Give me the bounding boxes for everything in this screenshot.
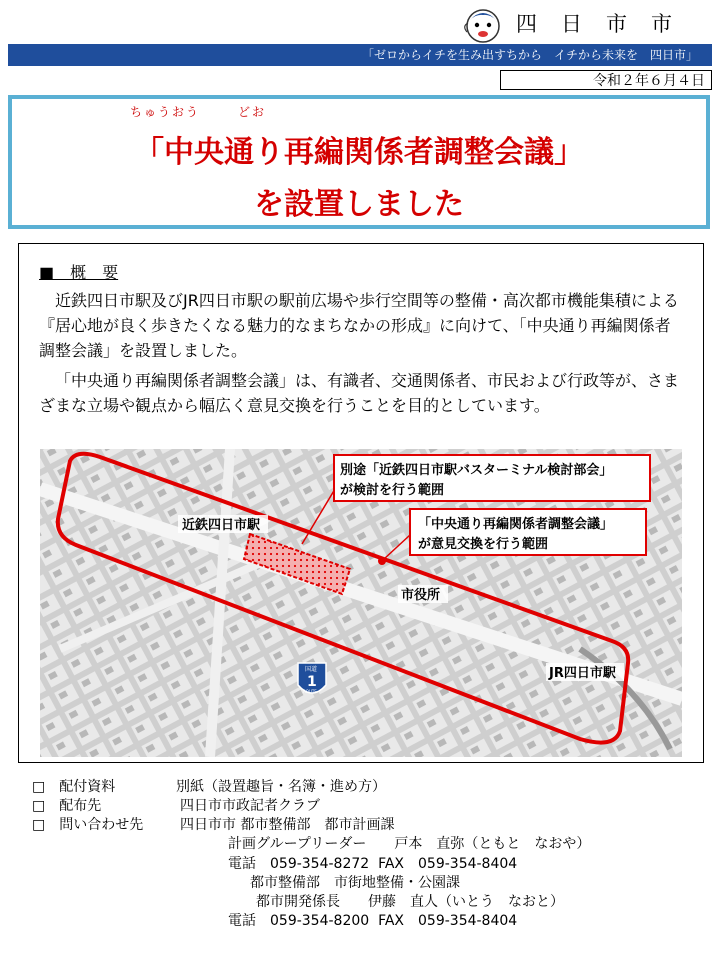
route-1-sign-icon [298, 663, 326, 694]
map-svg [40, 449, 682, 757]
footer-item3-label: □ 問い合わせ先 [32, 817, 144, 833]
contact2-department: 都市整備部 市街地整備・公園課 [250, 875, 460, 891]
svg-text:ROUTE: ROUTE [303, 689, 317, 694]
city-name: 四日市市 [516, 12, 696, 36]
label-city-hall: 市役所 [401, 588, 441, 603]
release-date: 令和２年６月４日 [500, 70, 712, 90]
contact2-role: 都市開発係長 伊藤 直人（いとう なおと） [256, 894, 564, 910]
label-jr-station: JR四日市駅 [549, 666, 616, 681]
footer-item1-value: 別紙（設置趣旨・名簿・進め方） [176, 779, 386, 795]
footer-item1-label: □ 配付資料 [32, 779, 116, 795]
footer-item3-value: 四日市市 都市整備部 都市計画課 [180, 817, 395, 833]
overview-paragraph-2: 「中央通り再編関係者調整会議」は、有識者、交通関係者、市民および行政等が、さまざまな立場や観点から幅広く意見交換を行うことを目的としています。 [39, 371, 680, 415]
slogan-bar [8, 44, 712, 66]
footer-item2-value: 四日市市政記者クラブ [180, 798, 320, 814]
ruby-doori: どお [238, 105, 267, 119]
label-kintetsu-station: 近鉄四日市駅 [182, 518, 261, 533]
overview-paragraph-1: 近鉄四日市駅及びJR四日市駅の駅前広場や歩行空間等の整備・高次都市機能集積による『居心地が良く歩きたくなる魅力的なまちなかの形成』に向けて、「中央通り再編関係者調整会議」を設置しました。 [39, 291, 679, 360]
title-box [8, 95, 710, 229]
contact1-phone: 電話 059-354-8272 FAX 059-354-8404 [228, 856, 518, 872]
meeting-callout-line-2: が意見交換を行う範囲 [418, 537, 549, 552]
svg-text:国道: 国道 [305, 666, 318, 673]
bus-callout-line-2: が検討を行う範囲 [340, 483, 445, 498]
footer-item2-label: □ 配布先 [32, 798, 102, 814]
title-line-1: 「中央通り再編関係者調整会議」 [134, 135, 584, 170]
title-line-2: を設置しました [254, 187, 464, 222]
area-map [40, 449, 682, 757]
slogan-text: 「ゼロからイチを生み出すちから イチから未来を 四日市」 [361, 48, 698, 62]
svg-text:1: 1 [307, 674, 317, 690]
contact2-phone: 電話 059-354-8200 FAX 059-354-8404 [228, 913, 518, 929]
meeting-callout-line-1: 「中央通り再編関係者調整会議」 [418, 517, 614, 532]
overview-heading: ■ 概 要 [39, 263, 119, 282]
city-mascot-logo [462, 4, 504, 46]
bus-callout-line-1: 別途「近鉄四日市駅バスターミナル検討部会」 [340, 463, 613, 478]
ruby-chuou: ちゅうおう [130, 105, 201, 119]
contact1-role: 計画グループリーダー 戸本 直弥（ともと なおや） [228, 836, 591, 852]
